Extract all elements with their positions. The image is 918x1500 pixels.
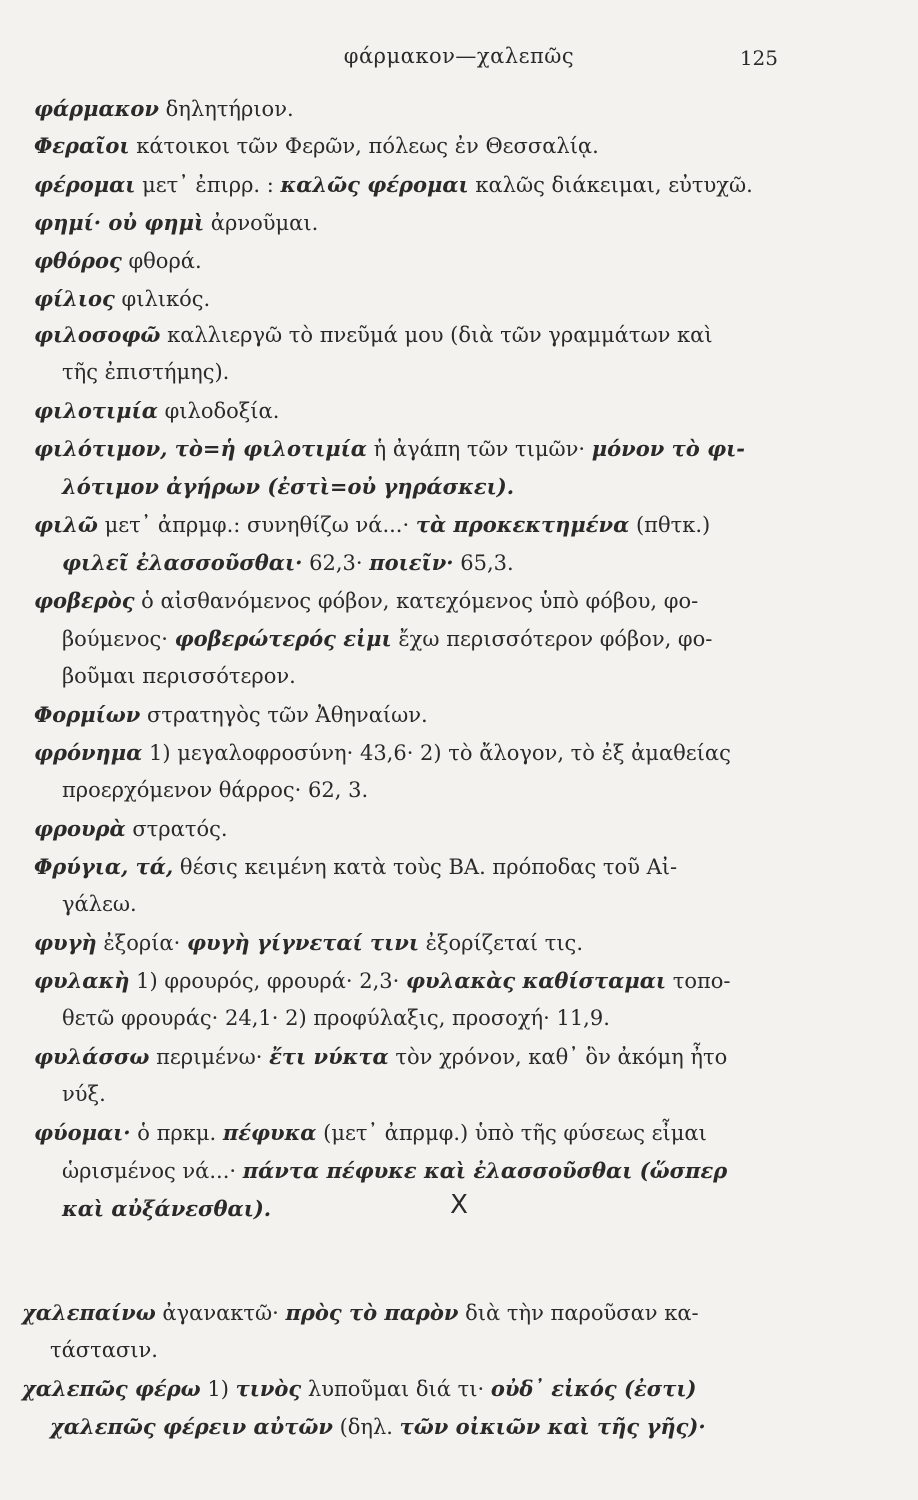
definition-text: μετ᾽ ἀπρμφ.: συνηθίζω νά...· [97,513,416,537]
definition-text: ὁ αἰσθανόμενος φόβον, κατεχόμενος ὑπὸ φόβου, φο- [134,589,699,613]
entry-line [34,816,228,841]
headword: φυλακὰς καθίσταμαι [406,968,667,993]
headword: φύομαι· [34,1120,131,1145]
definition-text: θέσις κειμένη κατὰ τοὺς ΒΑ. πρόποδας τοῦ Αἰ- [173,855,678,879]
entry-line [50,1338,158,1362]
headword: τινὸς [235,1376,302,1401]
headword: φιλῶ [34,512,98,537]
definition-text: κάτοικοι τῶν Φερῶν, πόλεως ἐν Θεσσαλίᾳ. [129,134,599,158]
definition-text: τοπο- [666,969,731,993]
headword: πρὸς τὸ παρὸν [285,1300,459,1325]
definition-text: ἐξορία· [96,931,187,955]
headword: φυλακὴ [34,968,130,993]
headword: φθόρος [34,248,122,273]
headword: Φορμίων [34,702,141,727]
entry-line [62,1082,106,1106]
entry-line [34,172,753,197]
definition-text: 1) [200,1377,236,1401]
entry-line [34,1044,727,1069]
definition-text: λυποῦμαι διά τι· [301,1377,491,1401]
headword: πάντα πέφυκε καὶ ἐλασσοῦσθαι (ὥσπερ [242,1158,728,1183]
headword: φιλότιμον, τὸ=ἡ φιλοτιμία [34,436,367,461]
entry-line [34,968,731,993]
definition-text: φιλικός. [114,287,211,311]
headword: χαλεπῶς φέρω [22,1376,201,1401]
entry-line [62,474,514,499]
entry-line [34,740,731,765]
headword: φρόνημα [34,740,143,765]
definition-text: στρατηγὸς τῶν Ἀθηναίων. [140,703,428,727]
headword: φιλοτιμία [34,398,158,423]
definition-text: ἀγανακτῶ· [155,1301,286,1325]
definition-text: ἀρνοῦμαι. [204,211,319,235]
definition-text: (μετ᾽ ἀπρμφ.) ὑπὸ τῆς φύσεως εἶμαι [316,1121,707,1145]
entry-line [34,286,210,311]
headword: ἔτι νύκτα [269,1044,389,1069]
headword: φημί· οὐ φημὶ [34,210,205,235]
definition-text: φιλοδοξία. [157,399,280,423]
entry-line [34,133,599,158]
definition-text: ἔχω περισσότερον φόβον, φο- [391,627,713,651]
headword: φοβερὸς [34,588,135,613]
section-letter: X [450,1190,468,1220]
definition-text: 65,3. [453,551,514,575]
page-number: 125 [739,46,778,70]
headword: Φεραῖοι [34,133,130,158]
headword: λότιμον ἀγήρων (ἐστὶ=οὐ γηράσκει). [62,474,515,499]
headword: χαλεπαίνω [22,1300,156,1325]
definition-text: γάλεω. [62,892,137,916]
entry-line [62,360,229,384]
definition-text: ἐξορίζεταί τις. [419,931,583,955]
entry-line [34,854,677,879]
page-header [0,44,918,74]
definition-text: τὸν χρόνον, καθ᾽ ὃν ἀκόμη ἦτο [388,1045,728,1069]
entry-line [62,1006,610,1030]
entry-line [62,550,514,575]
headword: καὶ αὐξάνεσθαι). [62,1196,272,1221]
entry-line [34,398,279,423]
definition-text: διὰ τὴν παροῦσαν κα- [458,1301,699,1325]
entry-line [34,436,745,461]
headword: οὐδ᾽ εἰκός (ἐστι) [490,1376,697,1401]
definition-text: στρατός. [125,817,228,841]
definition-text: 1) μεγαλοφροσύνη· 43,6· 2) τὸ ἄλογον, τὸ ἐξ ἀμαθείας [142,741,731,765]
headword: φιλοσοφῶ [34,322,161,347]
entry-line [50,1414,706,1439]
entry-line [62,626,712,651]
definition-text: ὁ πρκμ. [130,1121,223,1145]
definition-text: μετ᾽ ἐπιρρ. : [135,173,281,197]
definition-text: καλλιεργῶ τὸ πνεῦμά μου (διὰ τῶν γραμμάτων καὶ [160,323,713,347]
headword: χαλεπῶς φέρειν αὐτῶν [50,1414,333,1439]
entry-line [34,210,318,235]
definition-text: (δηλ. [332,1415,400,1439]
definition-text: βοῦμαι περισσότερον. [62,664,296,688]
definition-text: 62,3· [302,551,370,575]
definition-text: δηλητήριον. [158,97,294,121]
entry-line [62,778,368,802]
definition-text: καλῶς διάκειμαι, εὐτυχῶ. [468,173,753,197]
entry-line [62,664,296,688]
entry-line [34,322,713,347]
headword: φάρμακον [34,96,159,121]
headword: πέφυκα [222,1120,317,1145]
headword: ποιεῖν· [369,550,454,575]
definition-text: βούμενος· [62,627,175,651]
headword: φιλεῖ ἐλασσοῦσθαι· [62,550,303,575]
headword: φυγὴ [34,930,97,955]
definition-text: νύξ. [62,1082,106,1106]
entry-line [34,512,710,537]
entry-line [34,702,428,727]
definition-text: φθορά. [121,249,202,273]
definition-text: θετῶ φρουράς· 24,1· 2) προφύλαξις, προσοχή· 11,9. [62,1006,610,1030]
headword: καλῶς φέρομαι [280,172,469,197]
entry-line [22,1376,696,1401]
headword: τῶν οἰκιῶν καὶ τῆς γῆς)· [399,1414,706,1439]
headword: φοβερώτερός εἰμι [174,626,392,651]
headword: φρουρὰ [34,816,126,841]
entry-line [34,96,294,121]
running-head: φάρμακον—χαλεπῶς [343,44,575,68]
entry-line [62,892,137,916]
entry-line [34,1120,707,1145]
headword: μόνον τὸ φι- [591,436,745,461]
entry-line [34,248,202,273]
headword: φίλιος [34,286,115,311]
entry-line [34,588,698,613]
definition-text: ὡρισμένος νά...· [62,1159,243,1183]
definition-text: τῆς ἐπιστήμης). [62,360,230,384]
definition-text: (πθτκ.) [629,513,711,537]
headword: φυλάσσω [34,1044,150,1069]
definition-text: ἡ ἀγάπη τῶν τιμῶν· [366,437,592,461]
entry-line [22,1300,699,1325]
definition-text: τάστασιν. [50,1338,158,1362]
definition-text: περιμένω· [149,1045,270,1069]
entry-line [62,1158,727,1183]
headword: φέρομαι [34,172,136,197]
headword: τὰ προκεκτημένα [415,512,630,537]
entry-line [34,930,583,955]
headword: φυγὴ γίγνεταί τινι [186,930,419,955]
definition-text: προερχόμενον θάρρος· 62, 3. [62,778,369,802]
headword: Φρύγια, τά, [34,854,174,879]
definition-text: 1) φρουρός, φρουρά· 2,3· [129,969,407,993]
